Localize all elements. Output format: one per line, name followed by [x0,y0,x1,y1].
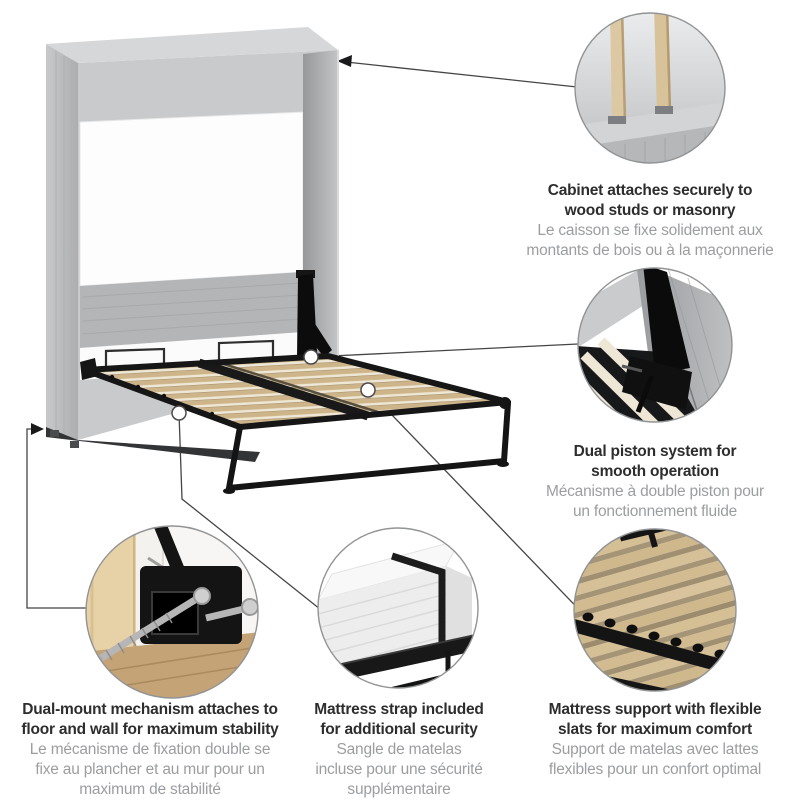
callout-line-piston [311,344,578,357]
cabinet-foot [50,430,59,437]
leg-pad [497,461,509,467]
callout-en-line: smooth operation [591,463,719,480]
callout-fr-line: Sangle de matelas [336,741,462,758]
callout-thumb-slats [519,488,789,721]
callout-fr-line: incluse pour une sécurité [315,761,483,778]
cabinet-foot [70,441,79,448]
callout-fr-line: supplémentaire [347,781,451,798]
callout-fr-line: Mécanisme à double piston pour [545,483,765,500]
callout-en-line: wood studs or masonry [564,202,736,219]
callout-text-cabinet-mount [505,181,795,261]
cabinet-left-panel [46,44,78,440]
callout-fr-line: montants de bois ou à la maçonnerie [526,242,774,259]
callout-en-line: Dual-mount mechanism attaches to [22,701,278,718]
callout-en-line: floor and wall for maximum stability [21,721,279,738]
callout-fr-line: Le mécanisme de fixation double se [29,741,271,758]
callout-text-dual-mount [2,700,298,800]
callout-text-piston [510,442,800,522]
callout-line-dual-mount [27,429,87,608]
cabinet-back-panel [80,112,303,286]
callout-fr-line: Le caisson se fixe solidement aux [537,222,763,239]
arrow-left-icon [337,55,352,67]
callout-en-line: Dual piston system for [573,443,737,460]
callout-fr-line: un fonctionnement fluide [572,503,738,520]
callout-fr-line: fixe au plancher et au mur pour un [35,761,265,778]
callout-en-line: Mattress strap included [314,701,484,718]
callout-text-slats [510,700,800,780]
callout-dot-slats [361,383,375,397]
callout-line-cabinet-mount [346,62,577,87]
callout-fr-line: maximum de stabilité [79,781,221,798]
bed-platform [85,356,511,494]
callout-en-line: Cabinet attaches securely to [547,182,753,199]
callout-thumb-cabinet-mount [560,6,740,170]
callout-en-line: for additional security [320,721,478,738]
callout-en-line: Mattress support with flexible [548,701,762,718]
arrow-right-icon [31,423,44,435]
callout-dot-strap [172,406,186,420]
callout-dot-piston [304,350,318,364]
callout-en-line: slats for maximum comfort [558,721,752,738]
leg-pad [223,488,235,494]
callout-text-strap [287,700,511,800]
callout-fr-line: Support de matelas avec lattes [551,741,759,758]
callout-fr-line: flexibles pour un confort optimal [548,761,762,778]
